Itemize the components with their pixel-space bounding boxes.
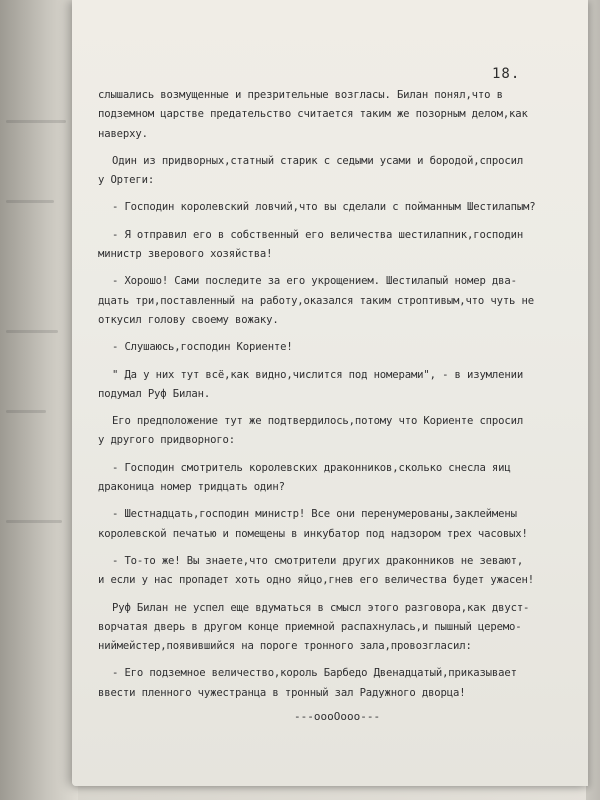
paragraph-gap [98, 544, 586, 552]
text-line: " Да у них тут всё,как видно,числится под номерами", - в изумлении [112, 368, 524, 381]
text-line: Его предположение тут же подтвердилось,потому что Кориенте спросил [112, 415, 524, 428]
text-line: и если у нас пропадет хоть одно яйцо,гнев его величества будет ужасен! [98, 574, 534, 587]
text-line: ворчатая дверь в другом конце приемной распахнулась,и пышный церемо- [98, 620, 522, 633]
paragraph [98, 412, 586, 451]
paragraph [98, 505, 586, 544]
ghost-text-line [6, 410, 46, 413]
paragraph [98, 366, 586, 405]
text-line: - Слушаюсь,господин Кориенте! [112, 341, 293, 354]
previous-page-edge [0, 0, 78, 800]
text-line: - Хорошо! Сами последите за его укрощением. Шестилапый номер два- [112, 275, 517, 288]
paragraph [98, 664, 586, 703]
text-line: слышались возмущенные и презрительные возгласы. Билан понял,что в [98, 89, 503, 101]
paragraph [98, 459, 586, 498]
document-page [72, 0, 588, 786]
paragraph [98, 86, 586, 144]
text-line: - Господин королевский ловчий,что вы сделали с пойманным Шестилапым? [112, 201, 536, 214]
ghost-text-line [6, 200, 54, 203]
paragraph [98, 599, 586, 657]
paragraph-gap [98, 144, 586, 152]
page-body-text [98, 86, 586, 703]
paragraph-gap [98, 591, 586, 599]
paragraph-gap [98, 190, 586, 198]
paragraph [98, 198, 586, 217]
background-surface [586, 0, 600, 800]
text-line: ниймейстер,появившийся на пороге тронного зала,провозгласил: [98, 640, 472, 653]
text-line: драконица номер тридцать один? [98, 481, 285, 494]
text-line: - Его подземное величество,король Барбедо Двенадцатый,приказывает [112, 667, 517, 680]
text-line: - То-то же! Вы знаете,что смотрители других драконников не зевают, [112, 554, 524, 567]
paragraph-gap [98, 218, 586, 226]
text-line: наверху. [98, 127, 148, 140]
chapter-end-mark: ---oooOooo--- [294, 710, 381, 723]
ghost-text-line [6, 120, 66, 123]
paragraph [98, 226, 586, 265]
ghost-text-line [6, 520, 62, 523]
text-line: подземном царстве предательство считается таким же позорным делом,как [98, 108, 528, 121]
text-line: у Ортеги: [98, 174, 155, 187]
paragraph [98, 338, 586, 357]
text-line: откусил голову своему вожаку. [98, 313, 279, 326]
text-line: - Я отправил его в собственный его величества шестилапник,господин [112, 228, 524, 241]
text-line: - Шестнадцать,господин министр! Все они перенумерованы,заклеймены [112, 508, 517, 521]
text-line: у другого придворного: [98, 434, 236, 447]
paragraph-gap [98, 404, 586, 412]
text-line: подумал Руф Билан. [98, 387, 211, 400]
paragraph-gap [98, 656, 586, 664]
paragraph-gap [98, 358, 586, 366]
paragraph-gap [98, 451, 586, 459]
paragraph [98, 152, 586, 191]
paragraph-gap [98, 264, 586, 272]
text-line: министр зверового хозяйства! [98, 248, 273, 261]
paragraph-gap [98, 497, 586, 505]
text-line: дцать три,поставленный на работу,оказался таким строптивым,что чуть не [98, 294, 534, 307]
paragraph-gap [98, 330, 586, 338]
text-line: Руф Билан не успел еще вдуматься в смысл этого разговора,как двуст- [112, 601, 530, 614]
page-number: 18. [492, 66, 521, 82]
paragraph [98, 272, 586, 330]
text-line: королевской печатью и помещены в инкубатор под надзором трех часовых! [98, 527, 528, 540]
ghost-text-line [6, 330, 58, 333]
paragraph [98, 552, 586, 591]
text-line: ввести пленного чужестранца в тронный зал Радужного дворца! [98, 686, 466, 699]
text-line: - Господин смотритель королевских драконников,сколько снесла яиц [112, 461, 511, 474]
text-line: Один из придворных,статный старик с седыми усами и бородой,спросил [112, 154, 524, 167]
